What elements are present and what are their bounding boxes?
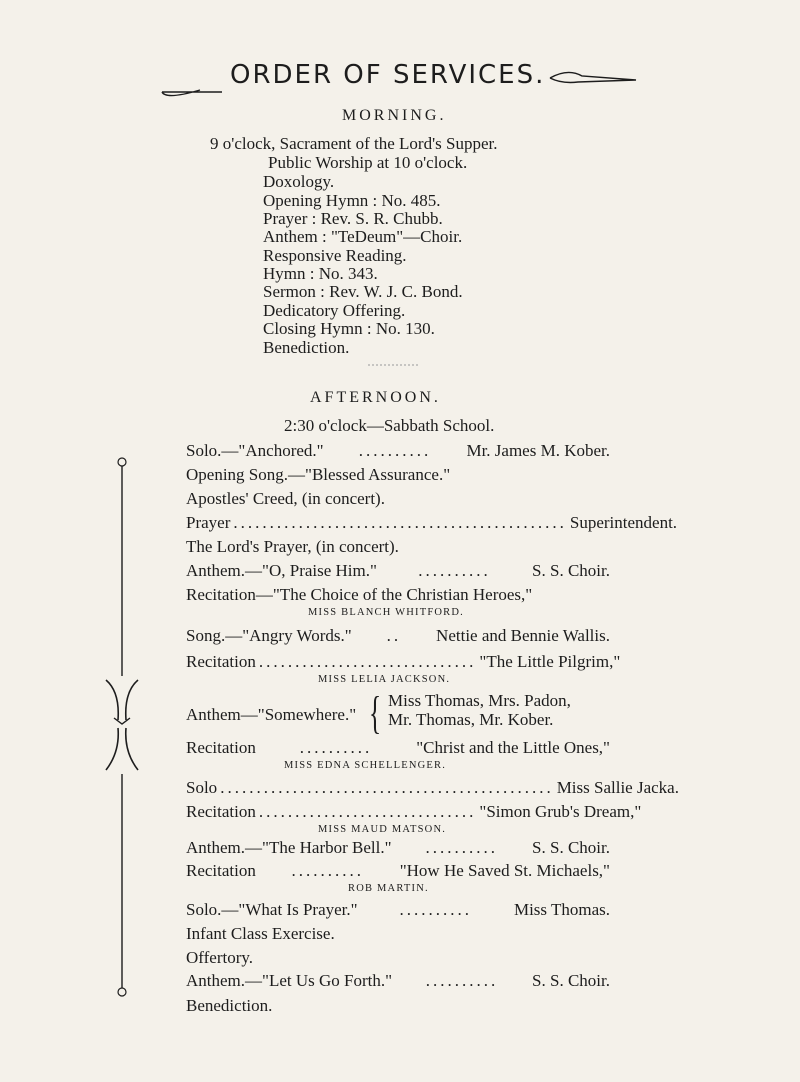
program-item xyxy=(186,900,610,920)
item-title: Prayer xyxy=(186,513,231,532)
program-item: Offertory. xyxy=(186,948,254,967)
item-performer: Mr. James M. Kober. xyxy=(466,441,610,460)
item-performer: S. S. Choir. xyxy=(532,971,610,990)
item-performer: Nettie and Bennie Wallis. xyxy=(436,626,610,645)
performer-line: Mr. Thomas, Mr. Kober. xyxy=(388,710,554,729)
morning-line: Closing Hymn : No. 130. xyxy=(263,319,435,338)
morning-heading: MORNING. xyxy=(342,107,447,124)
program-item xyxy=(186,626,610,646)
leader-dots: .......... xyxy=(358,441,432,460)
item-title: Solo xyxy=(186,778,218,797)
item-title: Recitation xyxy=(186,652,256,671)
morning-line: Responsive Reading. xyxy=(263,246,407,265)
program-item xyxy=(186,652,621,672)
afternoon-heading: AFTERNOON. xyxy=(310,389,441,406)
item-performer: S. S. Choir. xyxy=(532,561,610,580)
performer-name: MISS MAUD MATSON. xyxy=(318,824,447,835)
program-item xyxy=(186,513,678,533)
leader-dots: .......... xyxy=(425,838,499,857)
item-title: Solo.—"What Is Prayer." xyxy=(186,900,358,919)
program-item xyxy=(186,971,610,991)
title-left-flourish xyxy=(160,78,240,102)
item-performer: S. S. Choir. xyxy=(532,838,610,857)
morning-line: Public Worship at 10 o'clock. xyxy=(268,153,468,172)
program-item xyxy=(186,738,610,758)
program-item xyxy=(186,561,610,581)
leader-dots: .......... xyxy=(425,971,499,990)
item-title: Recitation xyxy=(186,802,256,821)
program-item xyxy=(186,838,610,858)
program-item: Benediction. xyxy=(186,996,273,1015)
item-performer: Superintendent. xyxy=(569,513,678,532)
item-title: Recitation xyxy=(186,861,256,880)
morning-line: Hymn : No. 343. xyxy=(263,264,378,283)
item-title: Anthem.—"The Harbor Bell." xyxy=(186,838,392,857)
program-item xyxy=(186,778,679,798)
item-title: Song.—"Angry Words." xyxy=(186,626,352,645)
item-title: Recitation xyxy=(186,738,256,757)
afternoon-subheading: 2:30 o'clock—Sabbath School. xyxy=(284,416,495,435)
program-item: Recitation—"The Choice of the Christian Heroes," xyxy=(186,585,533,604)
program-item: Anthem—"Somewhere." xyxy=(186,705,357,724)
item-title: Anthem.—"O, Praise Him." xyxy=(186,561,377,580)
morning-line: Dedicatory Offering. xyxy=(263,301,406,320)
leader-dots: .............................................. xyxy=(233,513,567,532)
page-title: ORDER OF SERVICES. xyxy=(230,60,546,90)
side-ornament xyxy=(96,452,144,1012)
leader-dots: .......... xyxy=(418,561,491,580)
leader-dots: .......... xyxy=(291,861,365,880)
performer-name: MISS LELIA JACKSON. xyxy=(318,674,451,685)
title-right-flourish xyxy=(548,66,638,86)
item-piece: "Simon Grub's Dream," xyxy=(479,802,642,821)
item-piece: "How He Saved St. Michaels," xyxy=(399,861,610,880)
program-item xyxy=(186,802,642,822)
program-item xyxy=(186,861,610,881)
morning-line: Opening Hymn : No. 485. xyxy=(263,191,441,210)
leader-dots: .............................................. xyxy=(220,778,554,797)
performer-line: Miss Thomas, Mrs. Padon, xyxy=(388,691,571,710)
leader-dots: .............................. xyxy=(258,652,477,671)
leader-dots: .. xyxy=(386,626,402,645)
morning-line: Anthem : "TeDeum"—Choir. xyxy=(263,227,463,246)
brace-glyph: { xyxy=(369,687,382,738)
performer-name: ROB MARTIN. xyxy=(348,883,429,894)
item-title: Anthem.—"Let Us Go Forth." xyxy=(186,971,393,990)
program-item xyxy=(186,441,610,461)
morning-line: Prayer : Rev. S. R. Chubb. xyxy=(263,209,443,228)
program-item: Apostles' Creed, (in concert). xyxy=(186,489,385,508)
morning-line: Benediction. xyxy=(263,338,350,357)
item-piece: "Christ and the Little Ones," xyxy=(416,738,610,757)
performer-name: MISS BLANCH WHITFORD. xyxy=(308,607,464,618)
section-divider xyxy=(368,364,420,366)
leader-dots: .......... xyxy=(399,900,473,919)
item-performer: Miss Sallie Jacka. xyxy=(556,778,679,797)
title-block xyxy=(160,56,640,106)
program-item: The Lord's Prayer, (in concert). xyxy=(186,537,399,556)
leader-dots: .......... xyxy=(299,738,373,757)
morning-line: Sermon : Rev. W. J. C. Bond. xyxy=(263,282,463,301)
morning-line: Doxology. xyxy=(263,172,335,191)
program-item: Infant Class Exercise. xyxy=(186,924,335,943)
leader-dots: .............................. xyxy=(258,802,477,821)
item-title: Solo.—"Anchored." xyxy=(186,441,324,460)
item-performer: Miss Thomas. xyxy=(513,900,610,919)
morning-line: 9 o'clock, Sacrament of the Lord's Supper. xyxy=(210,134,498,153)
performer-name: MISS EDNA SCHELLENGER. xyxy=(284,760,447,771)
program-item: Opening Song.—"Blessed Assurance." xyxy=(186,465,451,484)
item-piece: "The Little Pilgrim," xyxy=(479,652,621,671)
